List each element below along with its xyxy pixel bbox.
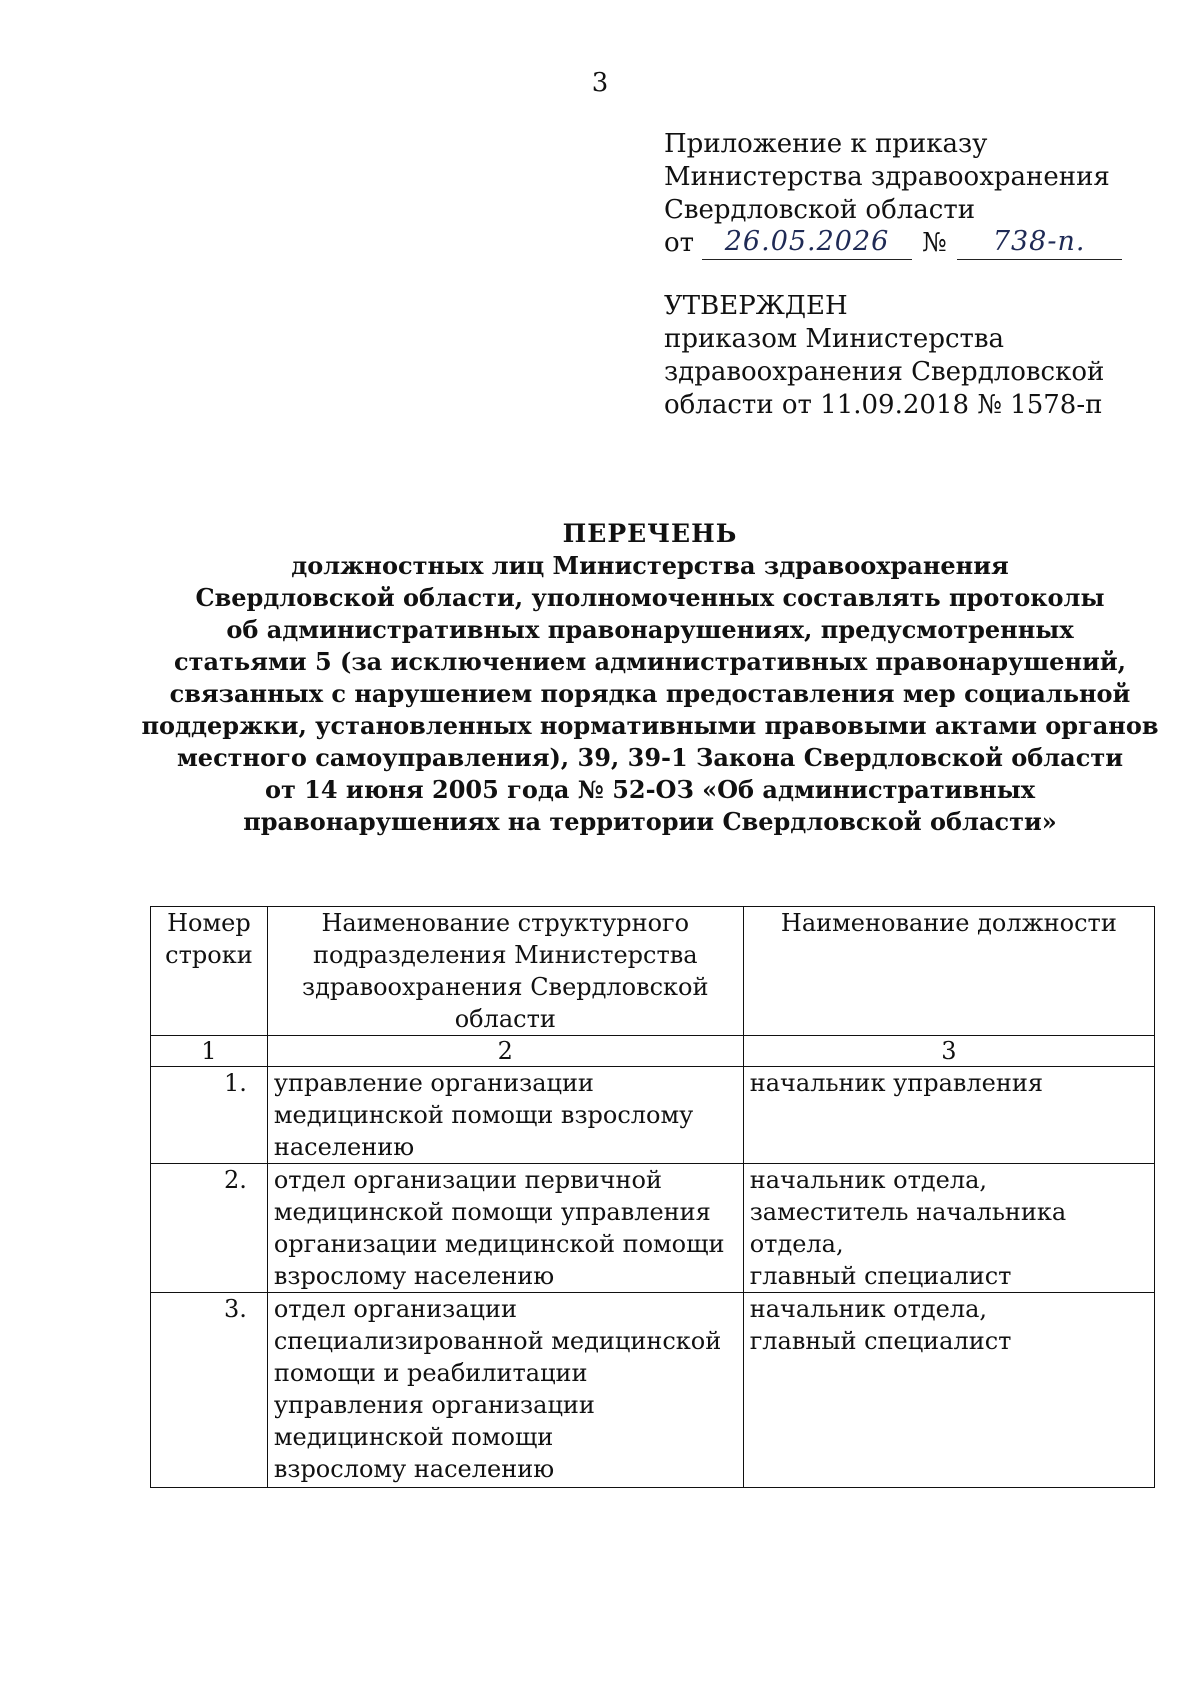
title-line: статьями 5 (за исключением административных правонарушений, xyxy=(174,647,1126,676)
appendix-date-number-line xyxy=(664,227,1122,260)
header-text: здравоохранения xyxy=(302,973,523,1001)
approved-line: области от 11.09.2018 № 1578-п xyxy=(664,390,1103,420)
table-header-row xyxy=(151,907,1155,1036)
header-text: Наименование должности xyxy=(780,909,1117,937)
page-number: 3 xyxy=(591,68,609,98)
unit-line: медицинской помощи управления xyxy=(273,1198,711,1226)
position-line: главный специалист xyxy=(749,1327,1012,1355)
position-line: главный специалист xyxy=(749,1262,1012,1290)
unit-line: медицинской помощи xyxy=(273,1423,554,1451)
row-number: 1. xyxy=(151,1067,268,1164)
table-row xyxy=(151,1293,1155,1488)
unit-line: помощи и реабилитации xyxy=(273,1359,588,1387)
appendix-line: Свердловской области xyxy=(664,195,976,225)
header-text: Наименование структурного xyxy=(321,909,690,937)
unit-line: специализированной медицинской xyxy=(273,1327,722,1355)
header-text: Свердловской области xyxy=(454,973,709,1033)
table-row xyxy=(151,1067,1155,1164)
unit-line: управление организации xyxy=(273,1069,594,1097)
appendix-block xyxy=(664,128,1122,260)
unit-name-cell xyxy=(267,1293,743,1488)
unit-name-cell xyxy=(267,1067,743,1164)
position-line: отдела, xyxy=(749,1230,844,1258)
unit-name-cell xyxy=(267,1164,743,1293)
column-index: 3 xyxy=(743,1036,1154,1067)
unit-line: отдел организации xyxy=(273,1295,517,1323)
header-text: подразделения Министерства xyxy=(313,941,698,969)
title-line: Свердловской области, уполномоченных составлять протоколы xyxy=(195,583,1105,612)
title-line: правонарушениях на территории Свердловской области» xyxy=(243,807,1057,836)
unit-line: отдел организации первичной xyxy=(273,1166,662,1194)
order-number-handwritten: 738-п. xyxy=(957,229,1122,260)
officials-table xyxy=(150,906,1155,1488)
title-line: об административных правонарушениях, предусмотренных xyxy=(226,615,1074,644)
unit-line: управления организации xyxy=(273,1391,595,1419)
title-line: местного самоуправления), 39, 39-1 Закона Свердловской области xyxy=(176,743,1124,772)
approved-heading: УТВЕРЖДЕН xyxy=(664,291,848,321)
date-prefix: от xyxy=(664,228,695,258)
position-line: начальник управления xyxy=(749,1069,1044,1097)
unit-line: медицинской помощи взрослому xyxy=(273,1101,694,1129)
header-position-name xyxy=(743,907,1154,1036)
number-prefix: № xyxy=(922,228,947,258)
column-index-row xyxy=(151,1036,1155,1067)
position-cell xyxy=(743,1164,1154,1293)
position-line: заместитель начальника xyxy=(749,1198,1067,1226)
unit-line: населению xyxy=(273,1133,415,1161)
approved-block xyxy=(664,290,1104,422)
header-unit-name xyxy=(267,907,743,1036)
row-number: 3. xyxy=(151,1293,268,1488)
order-date-handwritten: 26.05.2026 xyxy=(702,229,912,260)
table-row xyxy=(151,1164,1155,1293)
position-line: начальник отдела, xyxy=(749,1295,988,1323)
unit-line: организации медицинской помощи xyxy=(273,1230,725,1258)
position-line: начальник отдела, xyxy=(749,1166,988,1194)
position-cell xyxy=(743,1293,1154,1488)
title-line: должностных лиц Министерства здравоохранения xyxy=(291,551,1009,580)
unit-line: взрослому населению xyxy=(273,1455,555,1483)
unit-line: взрослому населению xyxy=(273,1262,555,1290)
title-line: от 14 июня 2005 года № 52-ОЗ «Об административных xyxy=(264,775,1036,804)
appendix-line: Министерства здравоохранения xyxy=(664,162,1110,192)
title-line: связанных с нарушением порядка предоставления мер социальной xyxy=(169,679,1131,708)
column-index: 1 xyxy=(151,1036,268,1067)
title-line: поддержки, установленных нормативными правовыми актами органов xyxy=(141,711,1159,740)
header-row-number xyxy=(151,907,268,1036)
approved-line: здравоохранения Свердловской xyxy=(664,357,1105,387)
approved-line: приказом Министерства xyxy=(664,324,1005,354)
header-text: Номер xyxy=(167,909,251,937)
appendix-line: Приложение к приказу xyxy=(664,129,988,159)
document-title xyxy=(130,518,1170,838)
header-text: строки xyxy=(165,941,253,969)
column-index: 2 xyxy=(267,1036,743,1067)
position-cell xyxy=(743,1067,1154,1164)
title-heading: ПЕРЕЧЕНЬ xyxy=(562,519,738,548)
row-number: 2. xyxy=(151,1164,268,1293)
